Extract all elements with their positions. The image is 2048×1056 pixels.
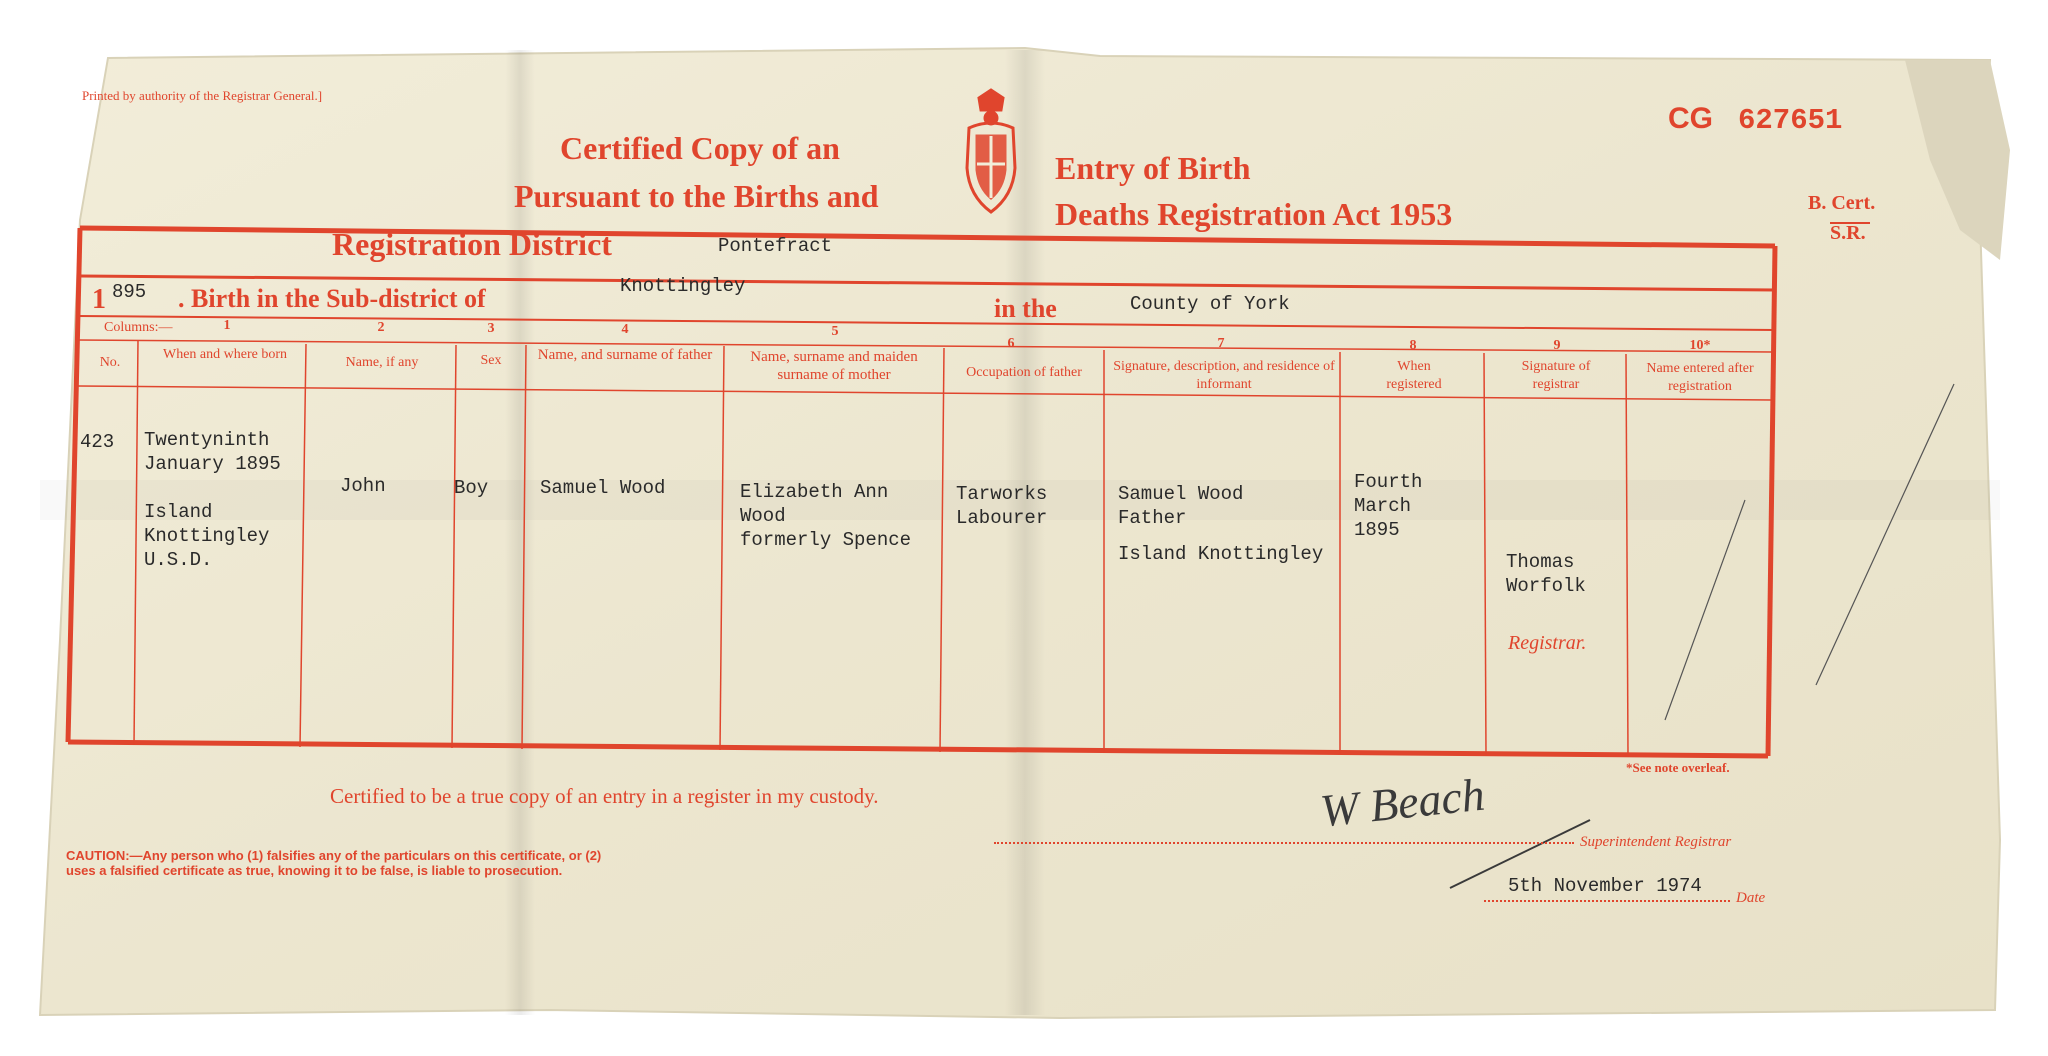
column-number-1: 1: [223, 318, 231, 333]
title-left-line-1: Certified Copy of an: [560, 130, 840, 166]
superintendent-signature-line: [994, 842, 1574, 844]
column-header-mother: Name, surname and maiden surname of mother: [750, 349, 918, 383]
superintendent-registrar-label: Superintendent Registrar: [1580, 834, 1732, 850]
entry-informant-description: Samuel Wood Father: [1118, 483, 1244, 529]
column-number-2: 2: [377, 320, 385, 335]
column-header-name-after: Name entered after registration: [1646, 361, 1754, 394]
serial-number: 627651: [1738, 104, 1843, 137]
column-number-4: 4: [621, 322, 629, 337]
column-header-father: Name, and surname of father: [537, 347, 713, 363]
column-header-sex: Sex: [480, 353, 502, 368]
entry-name: John: [340, 475, 386, 497]
birth-subdistrict-label: . Birth in the Sub-district of: [178, 284, 486, 313]
columns-label: Columns:—: [104, 320, 173, 335]
county-value: County of York: [1130, 293, 1290, 315]
entry-when-registered: Fourth March 1895: [1354, 471, 1423, 541]
certified-statement: Certified to be a true copy of an entry in a register in my custody.: [330, 784, 879, 808]
entry-registrar-name: Thomas Worfolk: [1506, 551, 1586, 597]
title-left-line-2: Pursuant to the Births and: [514, 178, 879, 214]
caution-heading: CAUTION:—: [66, 848, 143, 863]
column-number-5: 5: [831, 324, 839, 339]
caution-text: Any person who (1) falsifies any of the particulars on this certificate, or (2) uses a falsified certificate as true, knowing it to be false, is liable to prosecution.: [66, 848, 602, 878]
entry-mother: Elizabeth Ann Wood formerly Spence: [740, 481, 912, 551]
entry-informant-residence: Island Knottingley: [1118, 543, 1324, 565]
superintendent-signature: W Beach: [1317, 768, 1487, 837]
column-number-10: 10*: [1689, 338, 1711, 353]
title-right-line-2: Deaths Registration Act 1953: [1055, 196, 1453, 232]
column-header-registrar-signature: Signature of registrar: [1521, 359, 1591, 392]
entry-occupation: Tarworks Labourer: [956, 483, 1048, 529]
registrar-label: Registrar.: [1508, 632, 1587, 654]
column-number-3: 3: [487, 321, 495, 336]
entry-sex: Boy: [454, 477, 489, 499]
column-number-8: 8: [1409, 338, 1417, 353]
column-header-occupation: Occupation of father: [966, 365, 1082, 380]
entry-father: Samuel Wood: [540, 477, 666, 499]
entry-when-where: Twentyninth January 1895 Island Knottingley U.S.D.: [144, 429, 281, 571]
see-note-overleaf: *See note overleaf.: [1626, 760, 1730, 775]
subdistrict-value: Knottingley: [620, 275, 746, 297]
column-header-when-registered: When registered: [1386, 359, 1442, 392]
entry-number: 423: [80, 431, 115, 453]
date-line: [1484, 900, 1730, 902]
registration-district-label: Registration District: [332, 226, 612, 262]
form-code-line-2: S.R.: [1830, 222, 1866, 244]
serial-prefix: CG: [1668, 102, 1713, 135]
registration-district-value: Pontefract: [718, 235, 833, 257]
column-header-name: Name, if any: [345, 355, 419, 370]
date-label: Date: [1736, 890, 1766, 906]
form-code-line-1: B. Cert.: [1808, 192, 1876, 214]
in-the-label: in the: [994, 294, 1057, 323]
certificate-date: 5th November 1974: [1508, 875, 1702, 897]
year-prefix: 1: [92, 284, 106, 315]
printed-by-authority: Printed by authority of the Registrar General.]: [82, 88, 323, 103]
title-right-line-1: Entry of Birth: [1055, 150, 1251, 186]
column-number-7: 7: [1217, 336, 1225, 351]
column-header-when-where: When and where born: [162, 347, 287, 362]
caution-notice: [66, 848, 626, 878]
column-header-informant: Signature, description, and residence of informant: [1113, 359, 1335, 392]
year-value: 895: [112, 281, 147, 303]
column-header-no: No.: [99, 355, 121, 370]
column-number-9: 9: [1553, 338, 1561, 353]
column-number-6: 6: [1007, 336, 1015, 351]
